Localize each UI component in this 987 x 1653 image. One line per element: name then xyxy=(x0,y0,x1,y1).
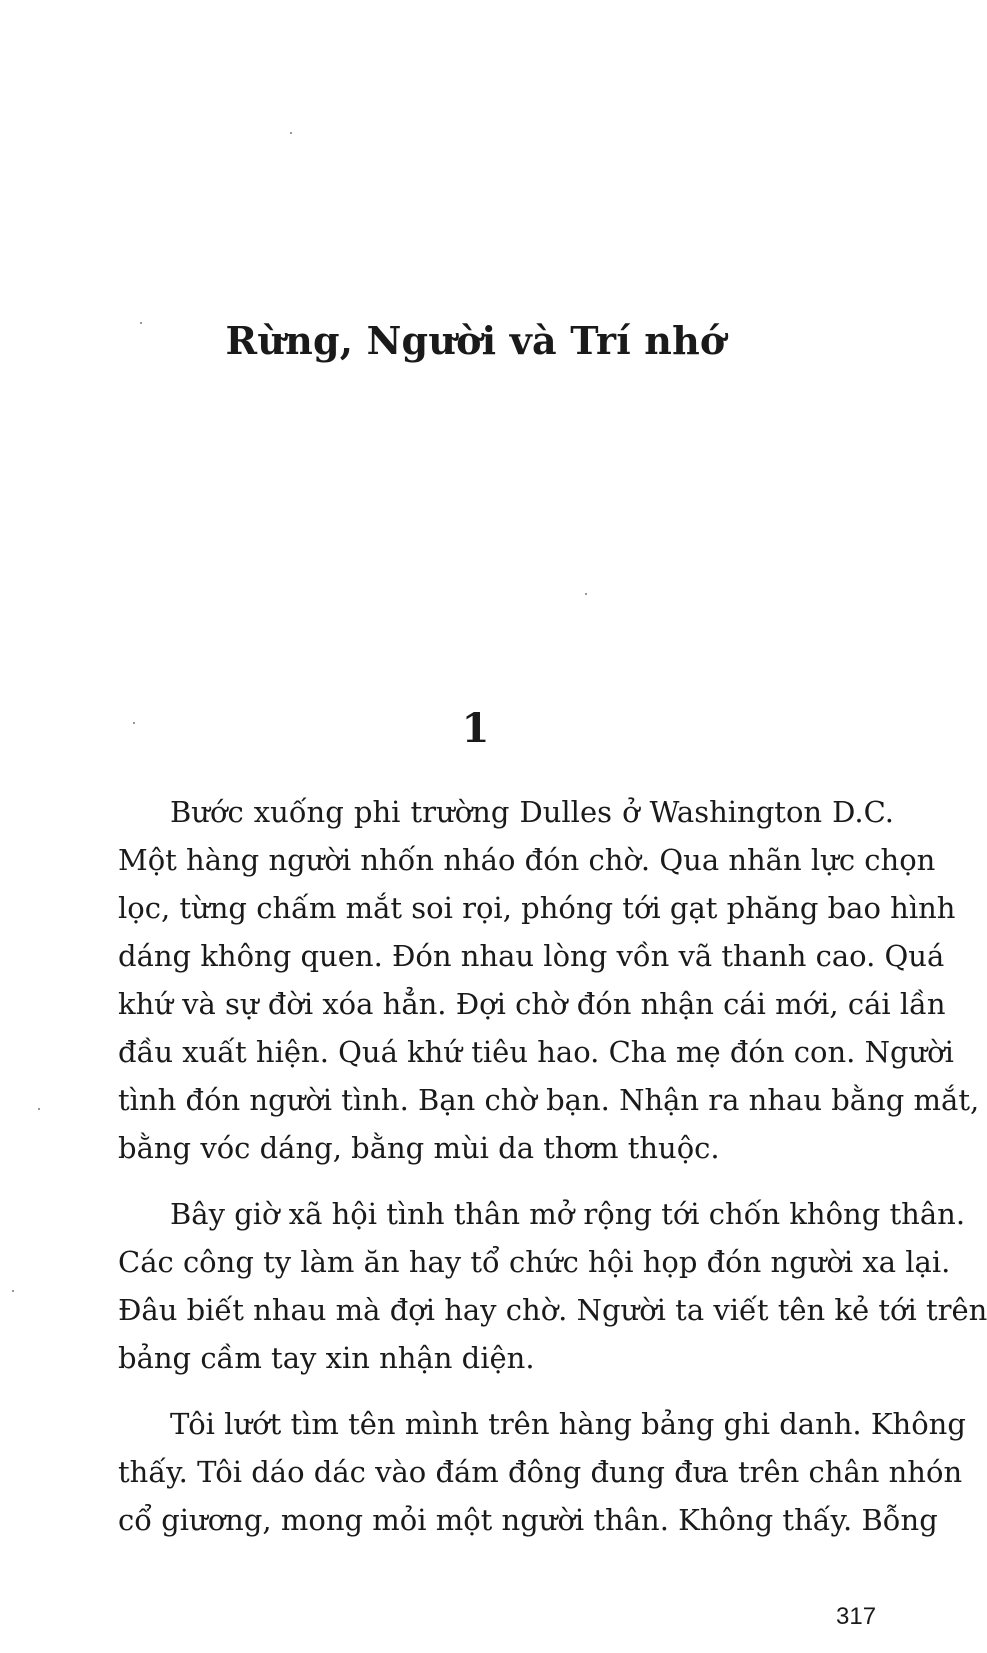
paragraph-3 xyxy=(118,1400,966,1544)
scan-speck xyxy=(290,132,292,134)
page-number: 317 xyxy=(836,1603,877,1630)
text-line: Các công ty làm ăn hay tổ chức hội họp đón người xa lại. xyxy=(118,1245,951,1279)
section-number: 1 xyxy=(461,705,490,752)
scan-speck xyxy=(585,593,587,595)
text-line: tình đón người tình. Bạn chờ bạn. Nhận ra nhau bằng mắt, xyxy=(118,1083,980,1117)
text-line: đầu xuất hiện. Quá khứ tiêu hao. Cha mẹ đón con. Người xyxy=(118,1035,954,1069)
text-line: cổ giương, mong mỏi một người thân. Không thấy. Bỗng xyxy=(118,1503,938,1537)
text-line: bảng cầm tay xin nhận diện. xyxy=(118,1341,535,1375)
text-line: khứ và sự đời xóa hẳn. Đợi chờ đón nhận cái mới, cái lần xyxy=(118,987,946,1021)
body-text xyxy=(118,788,987,1562)
scan-speck xyxy=(140,322,142,324)
text-line: Bây giờ xã hội tình thân mở rộng tới chốn không thân. xyxy=(170,1197,966,1231)
text-line: Tôi lướt tìm tên mình trên hàng bảng ghi danh. Không xyxy=(170,1407,966,1441)
text-line: Bước xuống phi trường Dulles ở Washington D.C. xyxy=(170,795,894,829)
paragraph-2 xyxy=(118,1190,987,1382)
text-line: lọc, từng chấm mắt soi rọi, phóng tới gạt phăng bao hình xyxy=(118,891,956,925)
text-line: dáng không quen. Đón nhau lòng vồn vã thanh cao. Quá xyxy=(118,939,945,973)
text-line: Một hàng người nhốn nháo đón chờ. Qua nhãn lực chọn xyxy=(118,843,936,877)
scan-speck xyxy=(133,722,135,724)
chapter-title: Rừng, Người và Trí nhớ xyxy=(225,318,726,363)
text-line: bằng vóc dáng, bằng mùi da thơm thuộc. xyxy=(118,1131,720,1165)
text-line: Đâu biết nhau mà đợi hay chờ. Người ta viết tên kẻ tới trên xyxy=(118,1293,987,1327)
paragraph-1 xyxy=(118,788,980,1172)
scan-speck xyxy=(38,1108,40,1110)
text-line: thấy. Tôi dáo dác vào đám đông đung đưa trên chân nhón xyxy=(118,1455,963,1489)
scan-speck xyxy=(12,1290,14,1292)
